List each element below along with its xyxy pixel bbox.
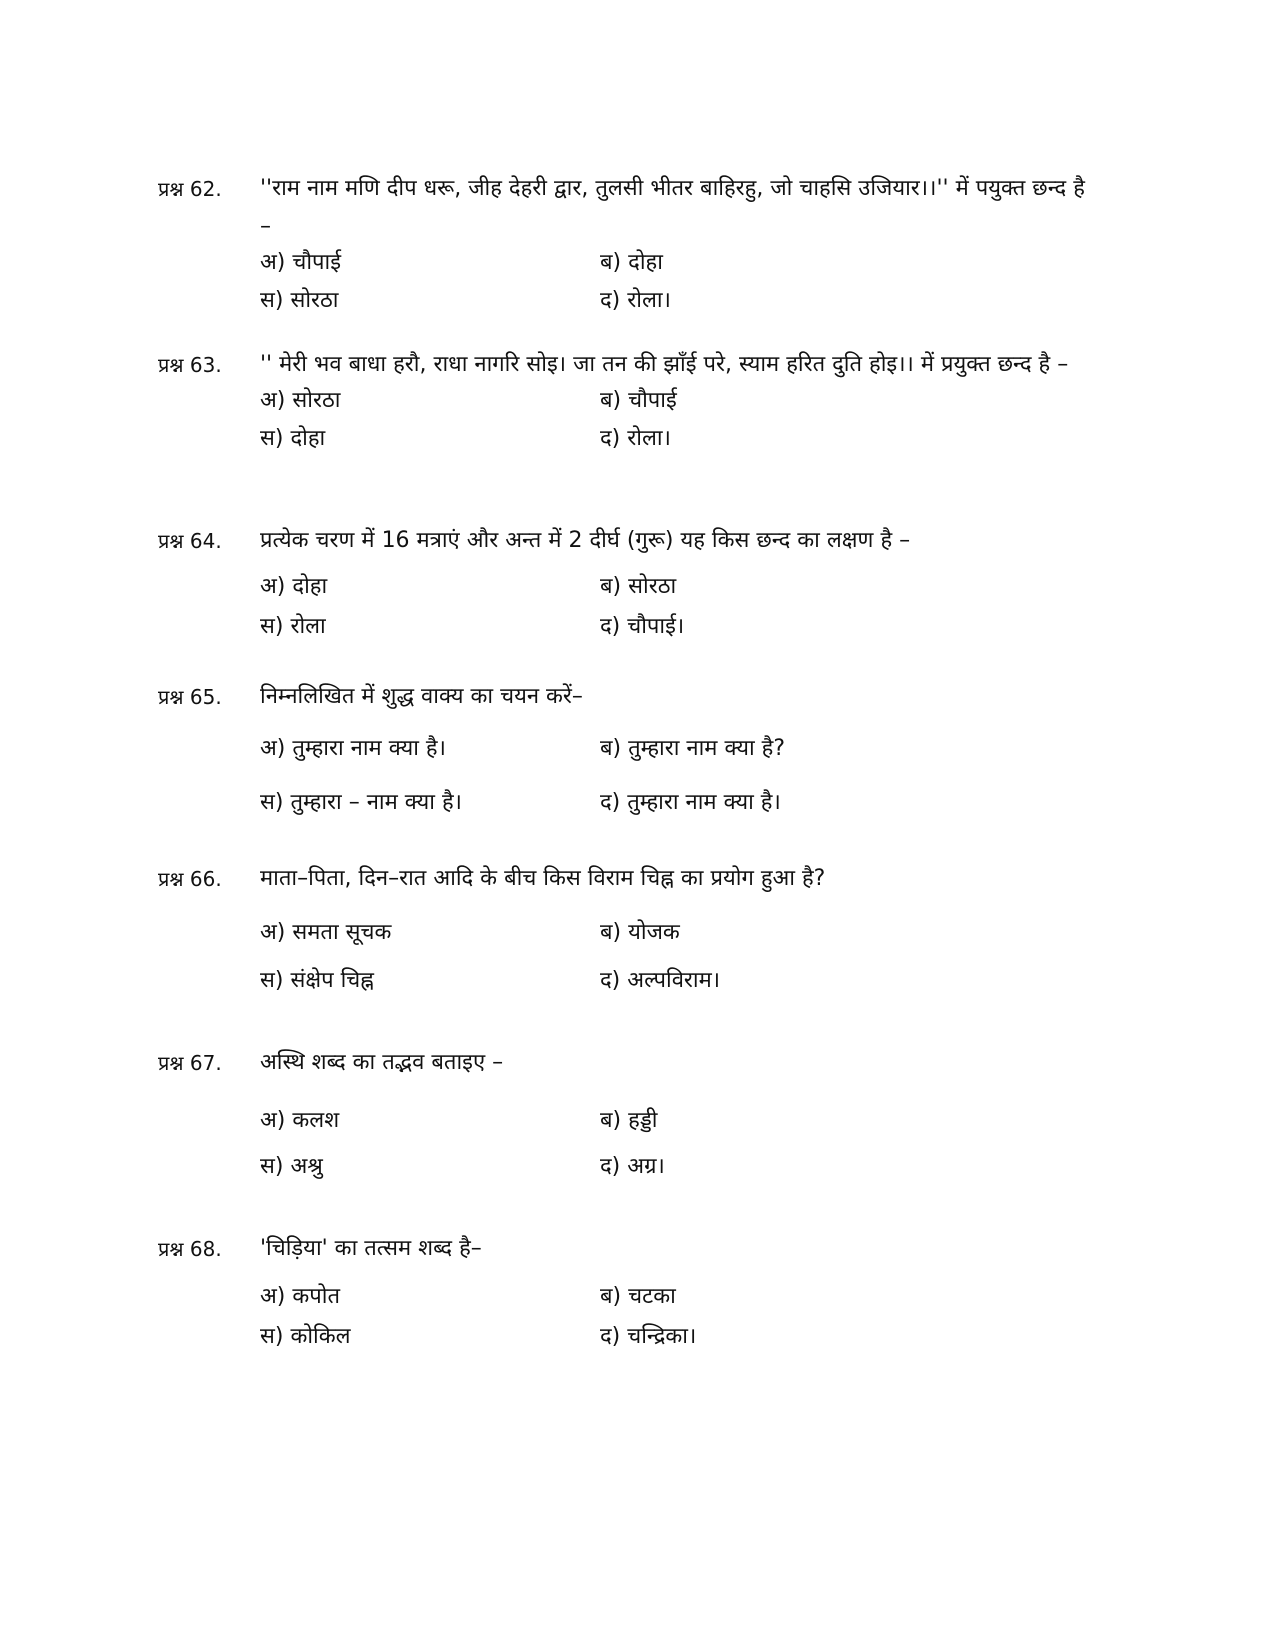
option-row: [260, 570, 1098, 610]
option-a: अ) कपोत: [260, 1284, 341, 1309]
options: [260, 916, 1098, 1004]
question-62: [158, 170, 1098, 322]
option-row: [260, 1150, 1098, 1190]
question-number: प्रश्न 67.: [158, 1051, 222, 1075]
option-c: स) संक्षेप चिह्न: [260, 968, 374, 993]
option-b: ब) चटका: [600, 1284, 676, 1309]
question-number: प्रश्न 65.: [158, 685, 222, 709]
question-67: [158, 1044, 1098, 1190]
options: [260, 384, 1098, 460]
option-d: द) रोला।: [600, 426, 671, 451]
option-row: [260, 1104, 1098, 1150]
option-row: [260, 246, 1098, 284]
option-a: अ) सोरठा: [260, 388, 341, 413]
option-a: अ) दोहा: [260, 574, 328, 599]
option-b: ब) दोहा: [600, 250, 663, 275]
option-a: अ) समता सूचक: [260, 920, 392, 945]
question-66: [158, 860, 1098, 1004]
option-row: [260, 422, 1098, 460]
question-number: प्रश्न 66.: [158, 867, 222, 891]
options: [260, 1280, 1098, 1360]
question-number: प्रश्न 62.: [158, 177, 222, 201]
question-65: [158, 678, 1098, 826]
option-d: द) तुम्हारा नाम क्या है।: [600, 790, 781, 815]
option-c: स) दोहा: [260, 426, 326, 451]
option-row: [260, 916, 1098, 964]
question-text: 'चिड़िया' का तत्सम शब्द है–: [260, 1236, 482, 1261]
option-row: [260, 964, 1098, 1004]
option-row: [260, 1320, 1098, 1360]
option-d: द) चौपाई।: [600, 614, 685, 639]
option-a: अ) तुम्हारा नाम क्या है।: [260, 736, 446, 761]
question-text: माता–पिता, दिन–रात आदि के बीच किस विराम चिह्न का प्रयोग हुआ है?: [260, 866, 826, 891]
option-b: ब) हड्डी: [600, 1108, 658, 1133]
options: [260, 246, 1098, 322]
question-text: प्रत्येक चरण में 16 मत्राएं और अन्त में 2 दीर्घ (गुरू) यह किस छन्द का लक्षण है –: [260, 528, 911, 553]
question-text: ''राम नाम मणि दीप धरू, जीह देहरी द्वार, तुलसी भीतर बाहिरहु, जो चाहसि उजियार।।'' में पयुक्त छन्द है –: [260, 176, 1085, 239]
question-text: अस्थि शब्द का तद्भव बताइए –: [260, 1050, 504, 1075]
option-d: द) अग्र।: [600, 1154, 665, 1179]
option-c: स) सोरठा: [260, 288, 339, 313]
options: [260, 1104, 1098, 1190]
option-b: ब) तुम्हारा नाम क्या है?: [600, 736, 786, 761]
options: [260, 570, 1098, 650]
question-63: [158, 346, 1098, 460]
option-a: अ) कलश: [260, 1108, 340, 1133]
question-number: प्रश्न 68.: [158, 1237, 222, 1261]
question-text: निम्नलिखित में शुद्ध वाक्य का चयन करें–: [260, 684, 583, 709]
option-c: स) कोकिल: [260, 1324, 351, 1349]
option-row: [260, 732, 1098, 786]
option-c: स) अश्रु: [260, 1154, 323, 1179]
option-c: स) तुम्हारा – नाम क्या है।: [260, 790, 462, 815]
option-d: द) रोला।: [600, 288, 671, 313]
option-b: ब) योजक: [600, 920, 680, 945]
option-c: स) रोला: [260, 614, 326, 639]
question-64: [158, 522, 1098, 650]
option-b: ब) चौपाई: [600, 388, 677, 413]
option-row: [260, 610, 1098, 650]
option-d: द) अल्पविराम।: [600, 968, 721, 993]
option-d: द) चन्द्रिका।: [600, 1324, 697, 1349]
question-number: प्रश्न 64.: [158, 529, 222, 553]
option-a: अ) चौपाई: [260, 250, 342, 275]
question-text: '' मेरी भव बाधा हरौ, राधा नागरि सोइ। जा तन की झाँई परे, स्याम हरित दुति होइ।। में प्रयुक्त छन्द है –: [260, 352, 1069, 377]
option-row: [260, 384, 1098, 422]
options: [260, 732, 1098, 826]
option-b: ब) सोरठा: [600, 574, 677, 599]
option-row: [260, 786, 1098, 826]
option-row: [260, 1280, 1098, 1320]
question-number: प्रश्न 63.: [158, 353, 222, 377]
question-68: [158, 1230, 1098, 1360]
option-row: [260, 284, 1098, 322]
